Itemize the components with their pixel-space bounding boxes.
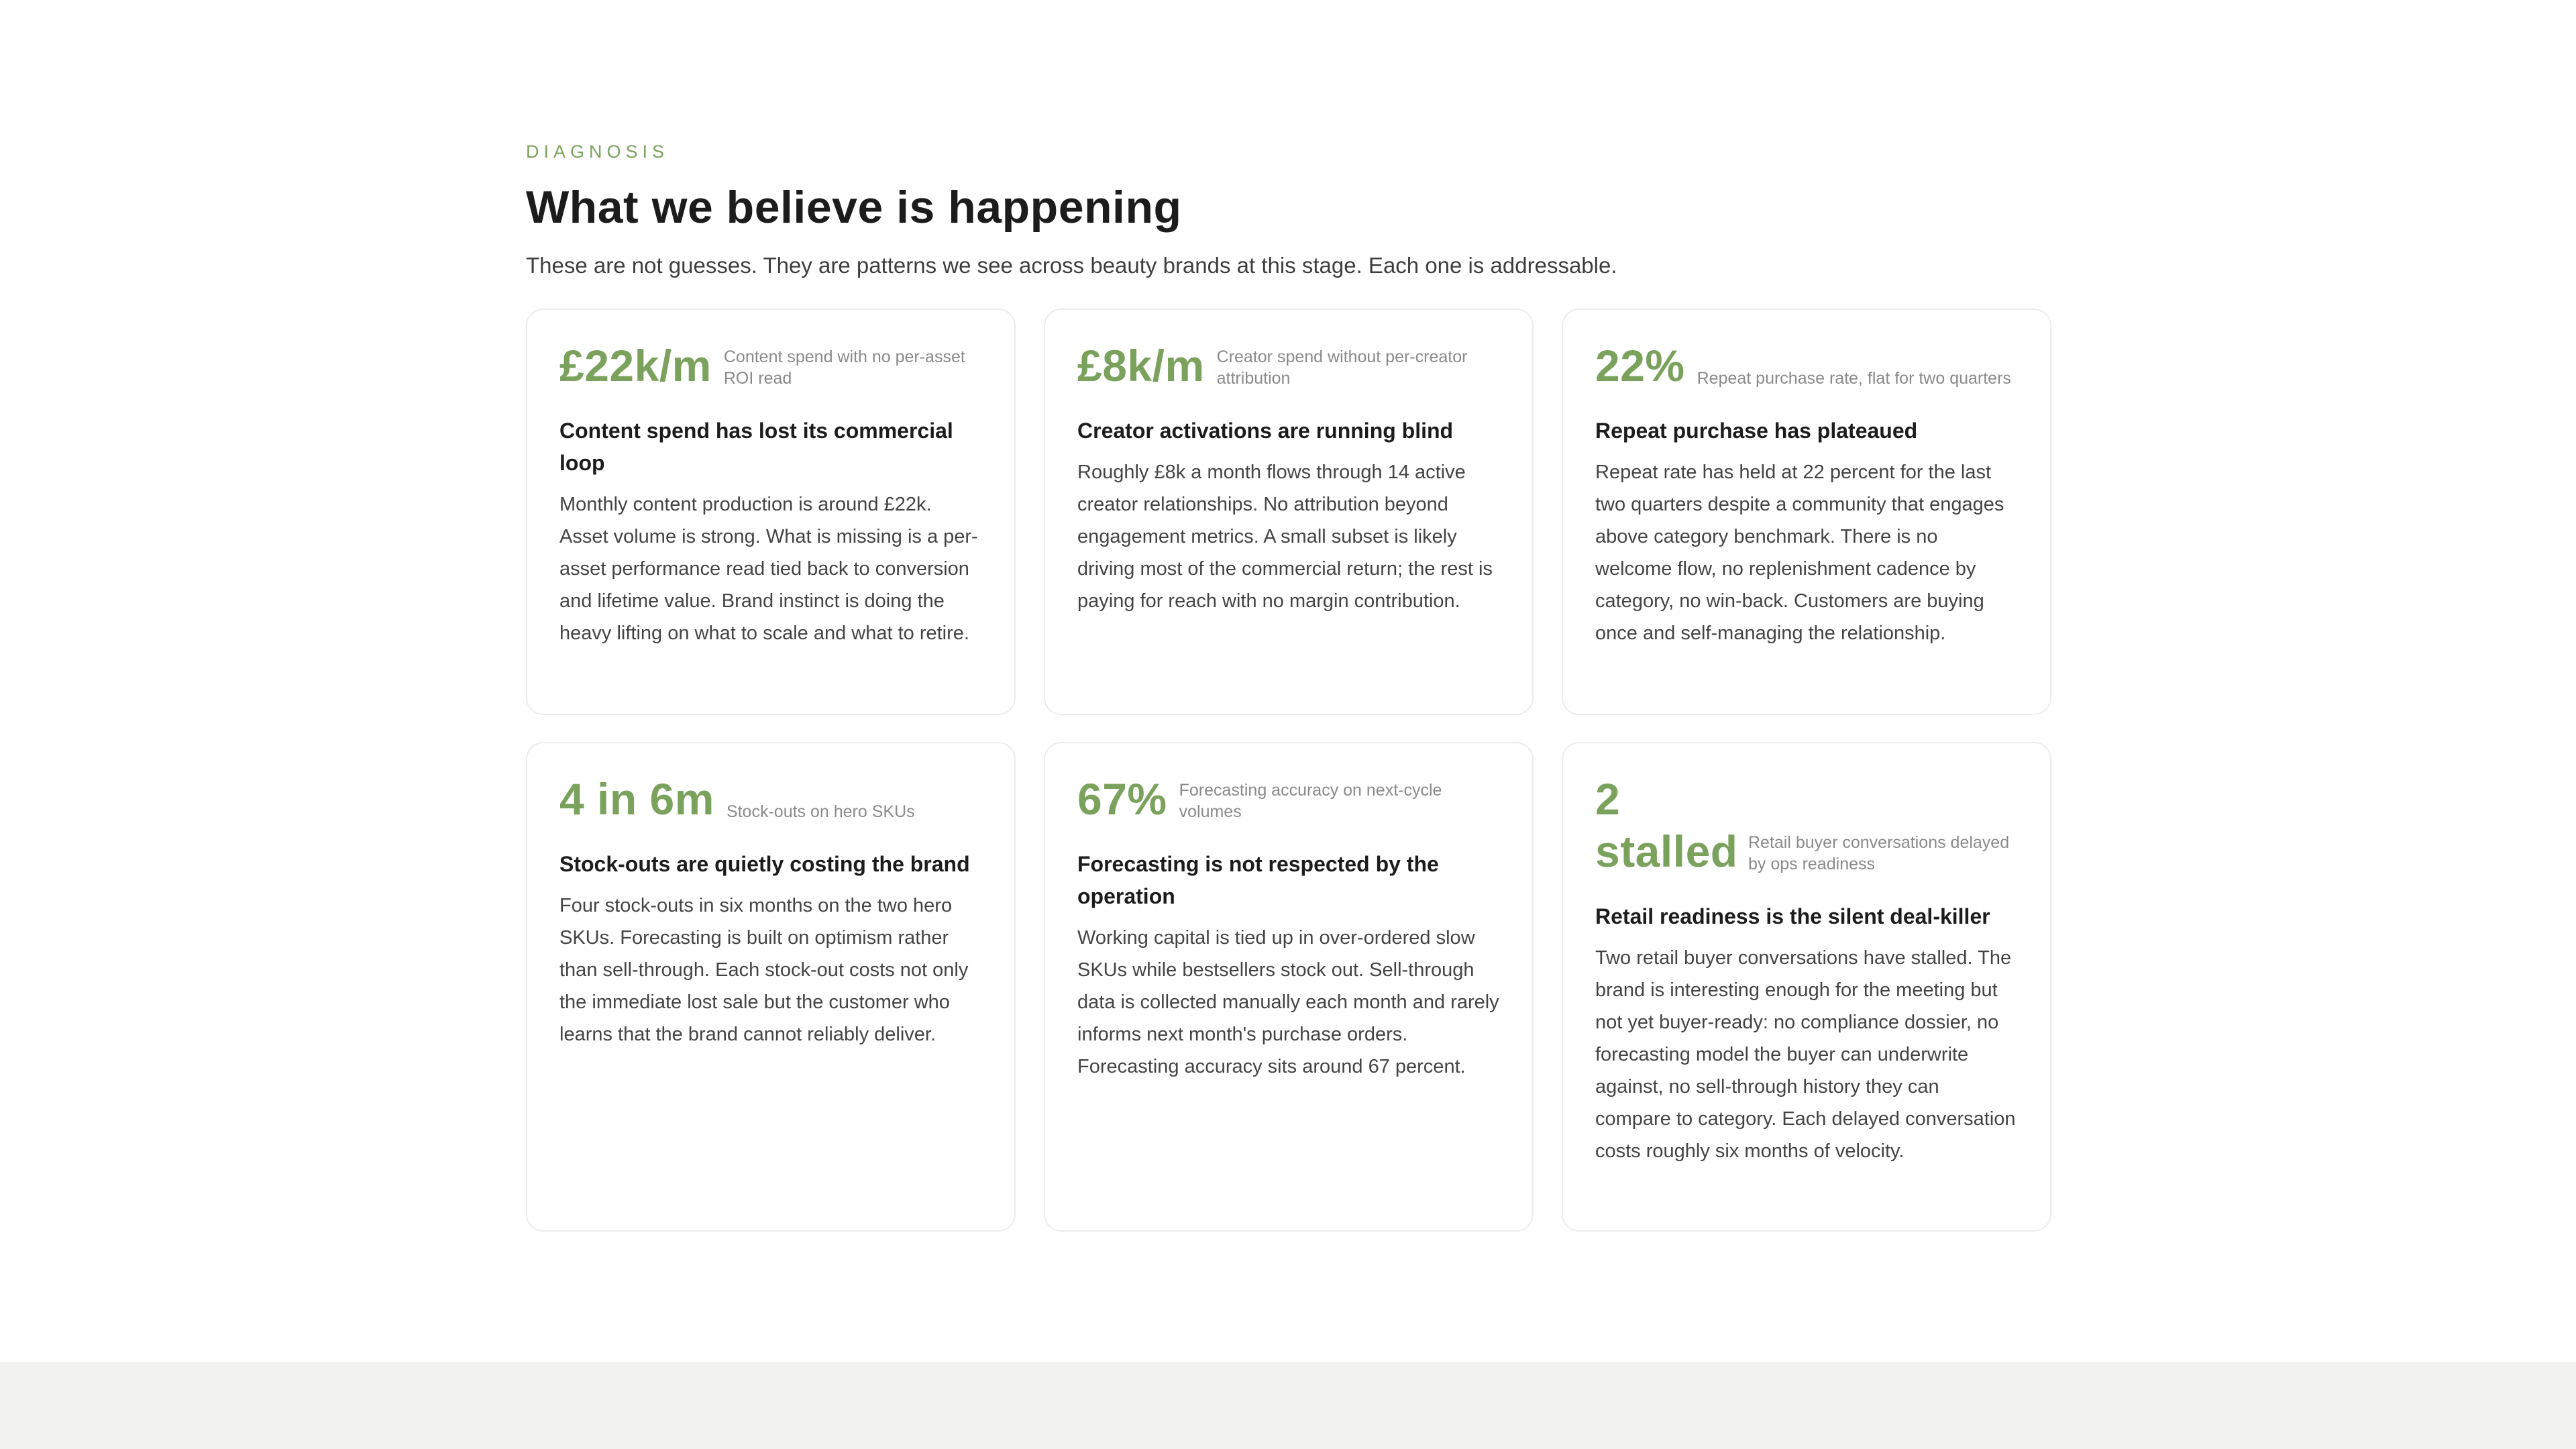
card-metric [559, 773, 982, 825]
metric-note: Repeat purchase rate, flat for two quarters [1697, 369, 2011, 388]
diagnosis-card-forecasting [1044, 742, 1534, 1232]
card-body: Working capital is tied up in over-ordered slow SKUs while bestsellers stock out. Sell-through data is collected manually each month and rarely informs next month's purchase orders. Forecasting accuracy sits around 67 percent. [1077, 927, 1499, 1077]
diagnosis-card-creator-activations [1044, 309, 1534, 715]
metric-value: £8k/m [1077, 341, 1205, 390]
metric-value: 67% [1077, 774, 1167, 824]
diagnosis-card-repeat-purchase [1562, 309, 2051, 715]
footer-band [0, 1362, 2576, 1449]
section-title: What we believe is happening [526, 182, 1182, 233]
metric-note: Content spend with no per-asset ROI read [723, 347, 965, 388]
card-body: Monthly content production is around £22k. Asset volume is strong. What is missing is a per-asset performance read tied back to conversion and lifetime value. Brand instinct is doing the heavy lifting on what to scale and what to retire. [559, 494, 978, 644]
card-metric [1595, 773, 2018, 877]
card-metric [1077, 773, 1500, 825]
card-heading: Retail readiness is the silent deal-killer [1595, 904, 1990, 928]
metric-value: £22k/m [559, 341, 712, 390]
card-heading: Content spend has lost its commercial loop [559, 419, 953, 475]
card-body: Four stock-outs in six months on the two hero SKUs. Forecasting is built on optimism rather than sell-through. Each stock-out costs not only the immediate lost sale but the customer who learns that the brand cannot reliably deliver. [559, 895, 969, 1045]
metric-note: Creator spend without per-creator attribution [1216, 347, 1468, 388]
diagnosis-card-stock-outs [526, 742, 1016, 1232]
card-body: Repeat rate has held at 22 percent for the last two quarters despite a community that engages above category benchmark. There is no welcome flow, no replenishment cadence by category, no win-back. Customers are buying once and self-managing the relationship. [1595, 462, 2004, 644]
metric-value: 22% [1595, 341, 1685, 390]
card-metric [559, 339, 982, 392]
card-heading: Repeat purchase has plateaued [1595, 419, 1918, 443]
card-metric [1595, 339, 2018, 392]
card-body: Two retail buyer conversations have stalled. The brand is interesting enough for the meeting but not yet buyer-ready: no compliance dossier, no forecasting model the buyer can underwrite against, no sell-through history they can compare to category. Each delayed conversation costs roughly six months of velocity. [1595, 947, 2016, 1162]
section-eyebrow: DIAGNOSIS [526, 142, 669, 162]
metric-note: Stock-outs on hero SKUs [726, 802, 915, 821]
card-metric [1077, 339, 1500, 392]
card-body: Roughly £8k a month flows through 14 active creator relationships. No attribution beyond engagement metrics. A small subset is likely driving most of the commercial return; the rest is paying for reach with no margin contribution. [1077, 462, 1493, 612]
card-heading: Creator activations are running blind [1077, 419, 1454, 443]
metric-value: 4 in 6m [559, 774, 714, 824]
card-heading: Forecasting is not respected by the operation [1077, 852, 1439, 908]
card-heading: Stock-outs are quietly costing the brand [559, 852, 970, 876]
diagnosis-section [526, 138, 2051, 1232]
diagnosis-card-grid [526, 309, 2051, 1232]
section-intro: These are not guesses. They are patterns we see across beauty brands at this stage. Each one is addressable. [526, 253, 1617, 278]
metric-note: Retail buyer conversations delayed by ops readiness [1748, 833, 2010, 873]
diagnosis-card-content-spend [526, 309, 1016, 715]
metric-note: Forecasting accuracy on next-cycle volumes [1179, 781, 1442, 821]
diagnosis-card-retail-readiness [1562, 742, 2051, 1232]
metric-value: 2 stalled [1595, 774, 1738, 876]
